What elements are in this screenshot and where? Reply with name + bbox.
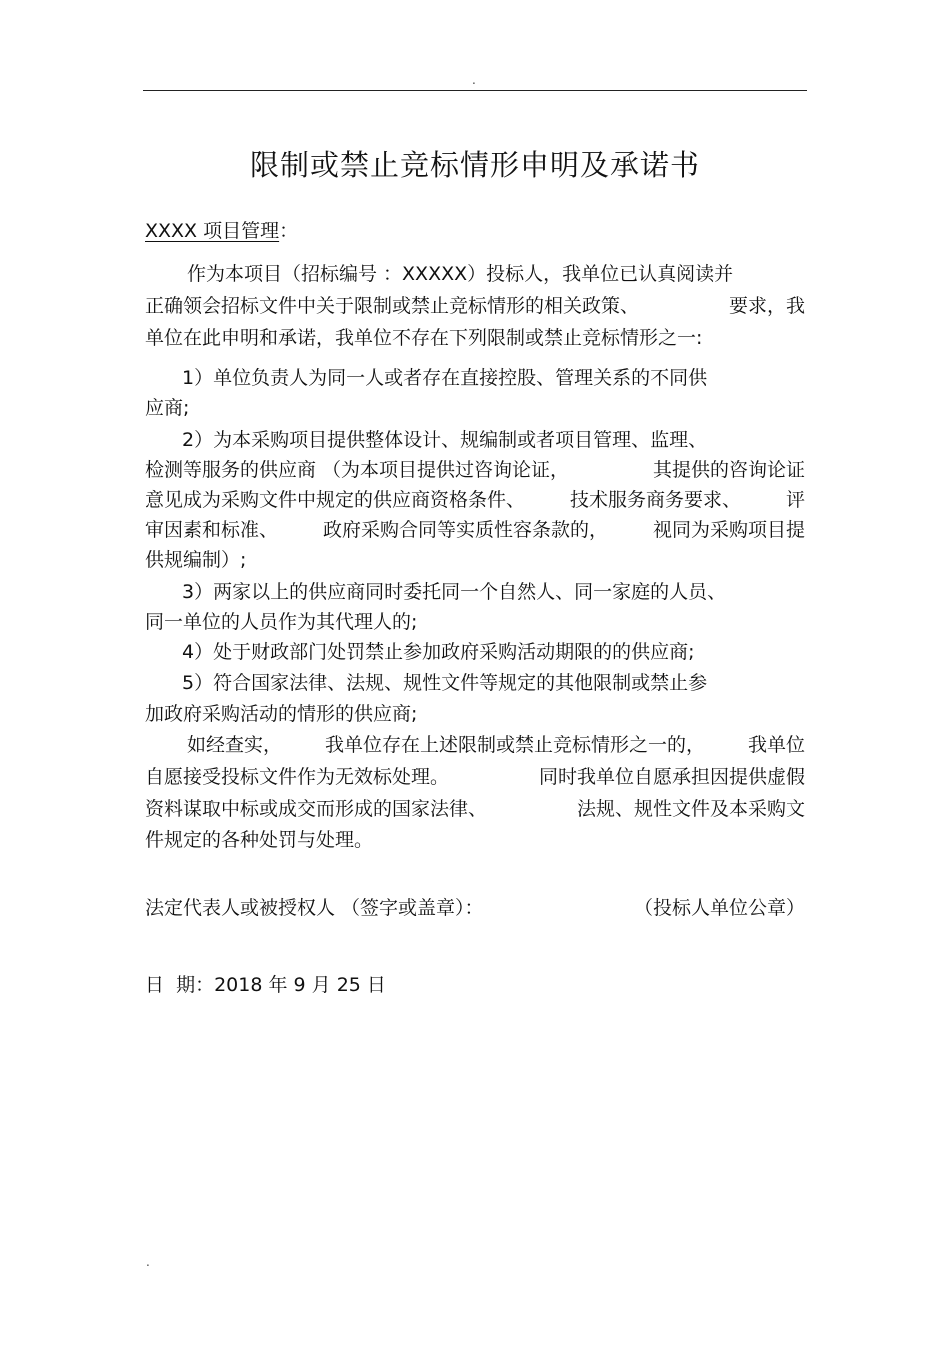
item-2-line-3-a: 意见成为采购文件中规定的供应商资格条件、 <box>145 489 526 511</box>
addressee-line <box>145 219 298 243</box>
item-2-line-4 <box>145 518 805 542</box>
item-2-line-4-b: 政府采购合同等实质性容条款的， <box>322 519 608 541</box>
closing-line-1-b: 我单位存在上述限制或禁止竞标情形之一的， <box>324 734 705 756</box>
signature-label: 法定代表人或被授权人 （签字或盖章）： <box>145 897 484 919</box>
header-rule <box>143 90 807 91</box>
item-4-line-1: 4）处于财政部门处罚禁止参加政府采购活动期限的的供应商; <box>182 641 695 663</box>
item-2-line-5: 供规编制）; <box>145 549 247 571</box>
intro-line-1: 作为本项目（招标编号 ：XXXXX）投标人，我单位已认真阅读并 <box>187 263 734 285</box>
date-line <box>145 973 386 997</box>
closing-line-3-a: 资料谋取中标或成交而形成的国家法律、 <box>145 798 488 820</box>
item-2-line-3-b: 技术服务商务要求、 <box>569 489 741 511</box>
item-5-line-2: 加政府采购活动的情形的供应商; <box>145 703 418 725</box>
header-dot: . <box>472 73 476 87</box>
item-2-line-2-b: 其提供的咨询论证 <box>652 459 805 481</box>
date-value: 2018 年 9 月 25 日 <box>214 974 386 996</box>
date-label: 日 期： <box>145 974 215 996</box>
item-1-line-2: 应商; <box>145 397 190 419</box>
closing-line-2-b: 同时我单位自愿承担因提供虚假 <box>538 766 805 788</box>
item-2-line-4-a: 审因素和标准、 <box>145 519 279 541</box>
item-2-line-1: 2）为本采购项目提供整体设计、规编制或者项目管理、监理、 <box>182 429 708 451</box>
item-3-line-1: 3）两家以上的供应商同时委托同一个自然人、同一家庭的人员、 <box>182 581 727 603</box>
intro-line-2 <box>145 294 805 318</box>
intro-line-3: 单位在此申明和承诺，我单位不存在下列限制或禁止竞标情形之一: <box>145 327 703 349</box>
addressee-name: XXXX 项目管理 <box>145 220 280 242</box>
company-seal-label: （投标人单位公章） <box>633 897 805 919</box>
closing-line-4: 件规定的各种处罚与处理。 <box>145 829 374 851</box>
closing-line-1 <box>187 733 805 757</box>
item-1-line-1: 1）单位负责人为同一人或者存在直接控股、管理关系的不同供 <box>182 367 708 389</box>
document-title: 限制或禁止竞标情形申明及承诺书 <box>249 148 700 182</box>
closing-line-1-c: 我单位 <box>747 734 805 756</box>
footer-dot: . <box>146 1255 150 1269</box>
intro-line-2-a: 正确领会招标文件中关于限制或禁止竞标情形的相关政策、 <box>145 295 640 317</box>
item-2-line-2 <box>145 458 805 482</box>
item-5-line-1: 5）符合国家法律、法规、规性文件等规定的其他限制或禁止参 <box>182 672 708 694</box>
closing-line-1-a: 如经查实， <box>187 734 283 756</box>
closing-line-3 <box>145 797 805 821</box>
intro-line-2-b: 要求，我 <box>728 295 805 317</box>
addressee-suffix: ： <box>279 220 299 242</box>
item-2-line-4-c: 视同为采购项目提 <box>652 519 805 541</box>
closing-line-2-a: 自愿接受投标文件作为无效标处理。 <box>145 766 450 788</box>
item-2-line-3 <box>145 488 805 512</box>
closing-line-3-b: 法规、规性文件及本采购文 <box>576 798 805 820</box>
signature-line <box>145 896 805 920</box>
item-2-line-3-c: 评 <box>785 489 805 511</box>
closing-line-2 <box>145 765 805 789</box>
item-3-line-2: 同一单位的人员作为其代理人的; <box>145 611 418 633</box>
item-2-line-2-a: 检测等服务的供应商 （为本项目提供过咨询论证， <box>145 459 570 481</box>
